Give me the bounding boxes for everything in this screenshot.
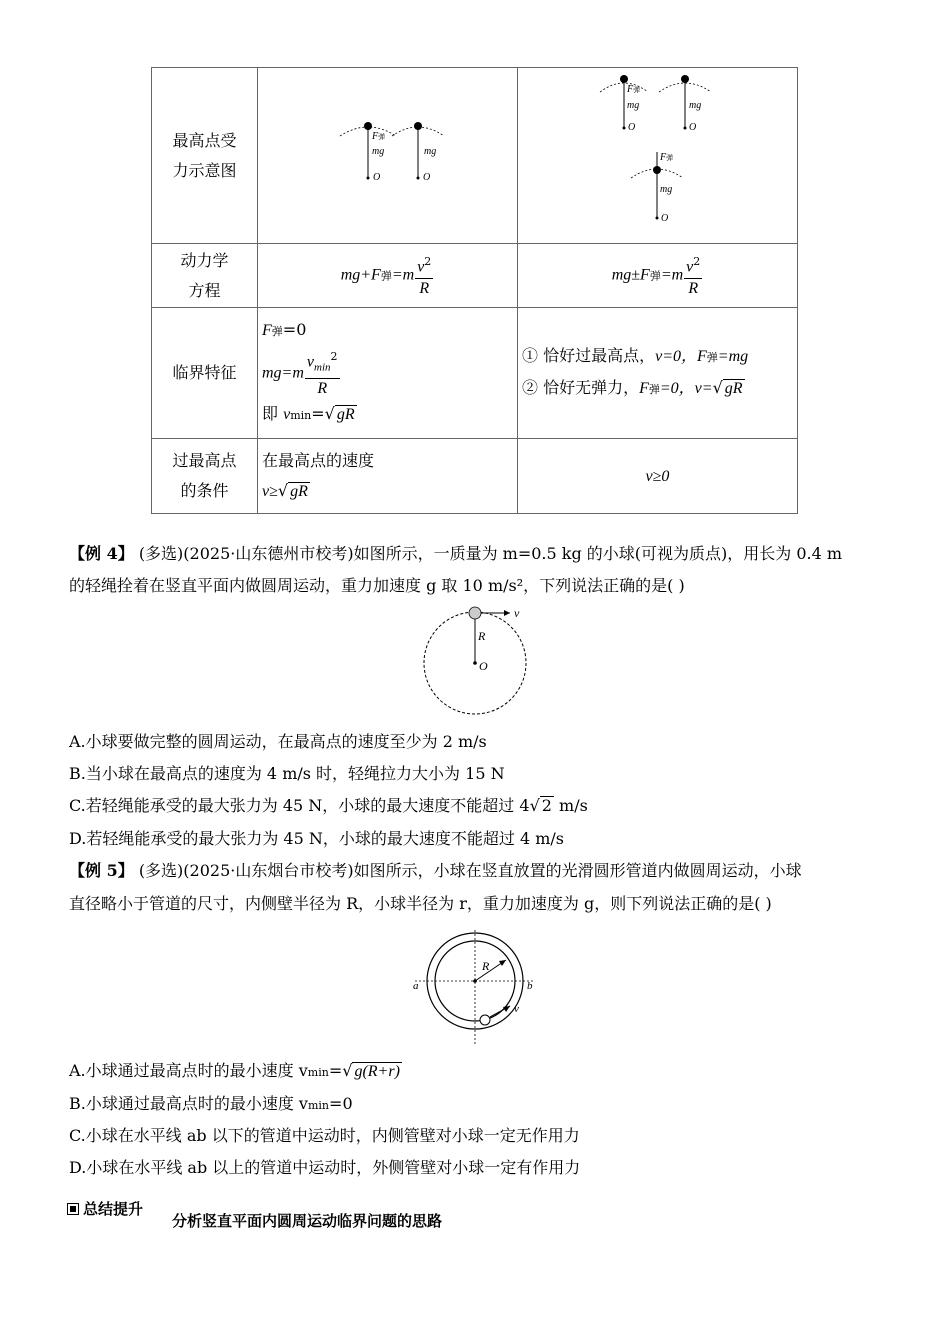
summary-icon	[67, 1203, 79, 1215]
svg-text:a: a	[413, 980, 419, 992]
label-line: 临界特征	[172, 363, 237, 382]
row-label	[152, 244, 258, 308]
label-line: 的条件	[180, 481, 229, 500]
summary-heading: 总结提升	[67, 1198, 143, 1219]
fraction: $\frac{v_{min}^2}{R}$	[305, 347, 340, 399]
equation-rope	[258, 244, 518, 308]
svg-text:mg: mg	[424, 146, 437, 157]
svg-text:F弹: F弹	[660, 152, 674, 163]
sup: 2	[693, 255, 701, 269]
ex5-option-a: A.小球通过最高点时的最小速度 vmin=√ g(R+r)	[69, 1061, 400, 1080]
svg-text:R: R	[482, 959, 490, 973]
svg-text:F弹: F弹	[627, 84, 641, 95]
label-line: 方程	[188, 280, 221, 300]
eq-sub: 弹	[380, 270, 392, 283]
den: R	[419, 279, 430, 297]
critical-rope	[258, 308, 518, 439]
ex5-line-2: 直径略小于管道的尺寸，内侧壁半径为 R，小球半径为 r，重力加速度为 g，则下列说法正确的是( )	[69, 894, 772, 913]
condition-tube	[518, 439, 798, 514]
fraction	[415, 252, 433, 298]
condition-rope	[258, 439, 518, 514]
table-row	[152, 68, 798, 244]
svg-text:R: R	[478, 629, 486, 643]
ex4-circle-figure	[420, 604, 530, 719]
ex5-line-1: 【例 5】 (多选)(2025·山东烟台市校考)如图所示，小球在竖直放置的光滑圆形管道内做圆周运动，小球	[69, 861, 802, 880]
ex4-option-a: A.小球要做完整的圆周运动，在最高点的速度至少为 2 m/s	[69, 732, 487, 751]
table-row	[152, 244, 798, 308]
num: v	[686, 258, 694, 276]
ex4-option-c: C.若轻绳能承受的最大张力为 45 N，小球的最大速度不能超过 4√ 2 m/s	[69, 796, 588, 815]
cond-text: v≥0	[645, 468, 670, 485]
svg-text:O: O	[628, 122, 636, 133]
svg-text:v: v	[514, 606, 520, 620]
crit-line-3: 即 vmin=√ gR	[262, 403, 355, 423]
sup: 2	[424, 255, 432, 269]
svg-text:O: O	[373, 172, 381, 183]
summary-subtitle: 分析竖直平面内圆周运动临界问题的思路	[172, 1212, 443, 1230]
cond-line-1: 在最高点的速度	[262, 450, 375, 470]
force-diagram-rope	[258, 68, 518, 244]
svg-text:b: b	[527, 980, 533, 992]
svg-text:v: v	[514, 1003, 519, 1015]
table-row	[152, 439, 798, 514]
ex5-option-c: C.小球在水平线 ab 以下的管道中运动时，内侧管壁对小球一定无作用力	[69, 1126, 580, 1145]
svg-text:mg: mg	[660, 184, 673, 195]
crit-line-2: ② 恰好无弹力，F弹=0，v=√ gR	[522, 378, 743, 397]
cond-line-2: v≥√ gR	[262, 480, 308, 500]
fraction	[684, 252, 702, 298]
ex4-option-d: D.若轻绳能承受的最大张力为 45 N，小球的最大速度不能超过 4 m/s	[69, 829, 565, 848]
ex4-option-b: B.当小球在最高点的速度为 4 m/s 时，轻绳拉力大小为 15 N	[69, 764, 505, 783]
label-line: 过最高点	[172, 451, 237, 470]
crit-line-1: ① 恰好过最高点，v=0，F弹=mg	[522, 346, 749, 365]
num: v	[417, 258, 425, 276]
ex5-tube-figure	[410, 928, 540, 1050]
table-row	[152, 308, 798, 439]
equation-tube	[518, 244, 798, 308]
svg-text:O: O	[689, 122, 697, 133]
row-label	[152, 308, 258, 439]
svg-text:O: O	[479, 659, 488, 673]
svg-text:O: O	[423, 172, 431, 183]
row-label	[152, 68, 258, 244]
eq-lhs: mg+F	[340, 267, 381, 284]
crit-line-2: mg=m $\frac{v_{min}^2}{R}$	[258, 347, 517, 399]
svg-text:F弹: F弹	[372, 131, 386, 142]
row-label	[152, 439, 258, 514]
label-line: 力示意图	[172, 160, 237, 180]
critical-tube	[518, 308, 798, 439]
ex5-option-d: D.小球在水平线 ab 以上的管道中运动时，外侧管壁对小球一定有作用力	[69, 1158, 581, 1177]
force-diagram-tube	[518, 68, 798, 244]
eq-eq: =m	[660, 267, 684, 284]
rope-force-figure	[258, 68, 517, 239]
crit-line-1: F弹=0	[262, 320, 307, 340]
svg-text:mg: mg	[627, 100, 640, 111]
comparison-table	[151, 67, 798, 514]
svg-text:mg: mg	[689, 100, 702, 111]
ex4-line-2: 的轻绳拴着在竖直平面内做圆周运动，重力加速度 g 取 10 m/s²，下列说法正确的是( )	[69, 576, 685, 595]
eq-sub: 弹	[649, 270, 661, 283]
eq-lhs: mg±F	[611, 267, 650, 284]
svg-text:mg: mg	[372, 146, 385, 157]
ex5-option-b: B.小球通过最高点时的最小速度 vmin=0	[69, 1094, 353, 1113]
ex4-line-1: 【例 4】 (多选)(2025·山东德州市校考)如图所示，一质量为 m=0.5 kg 的小球(可视为质点)，用长为 0.4 m	[69, 544, 843, 563]
label-line: 最高点受	[172, 130, 237, 150]
svg-text:O: O	[661, 213, 669, 224]
label-line: 动力学	[180, 250, 229, 270]
eq-eq: =m	[391, 267, 415, 284]
den: R	[688, 279, 699, 297]
tube-force-figure	[518, 68, 797, 239]
